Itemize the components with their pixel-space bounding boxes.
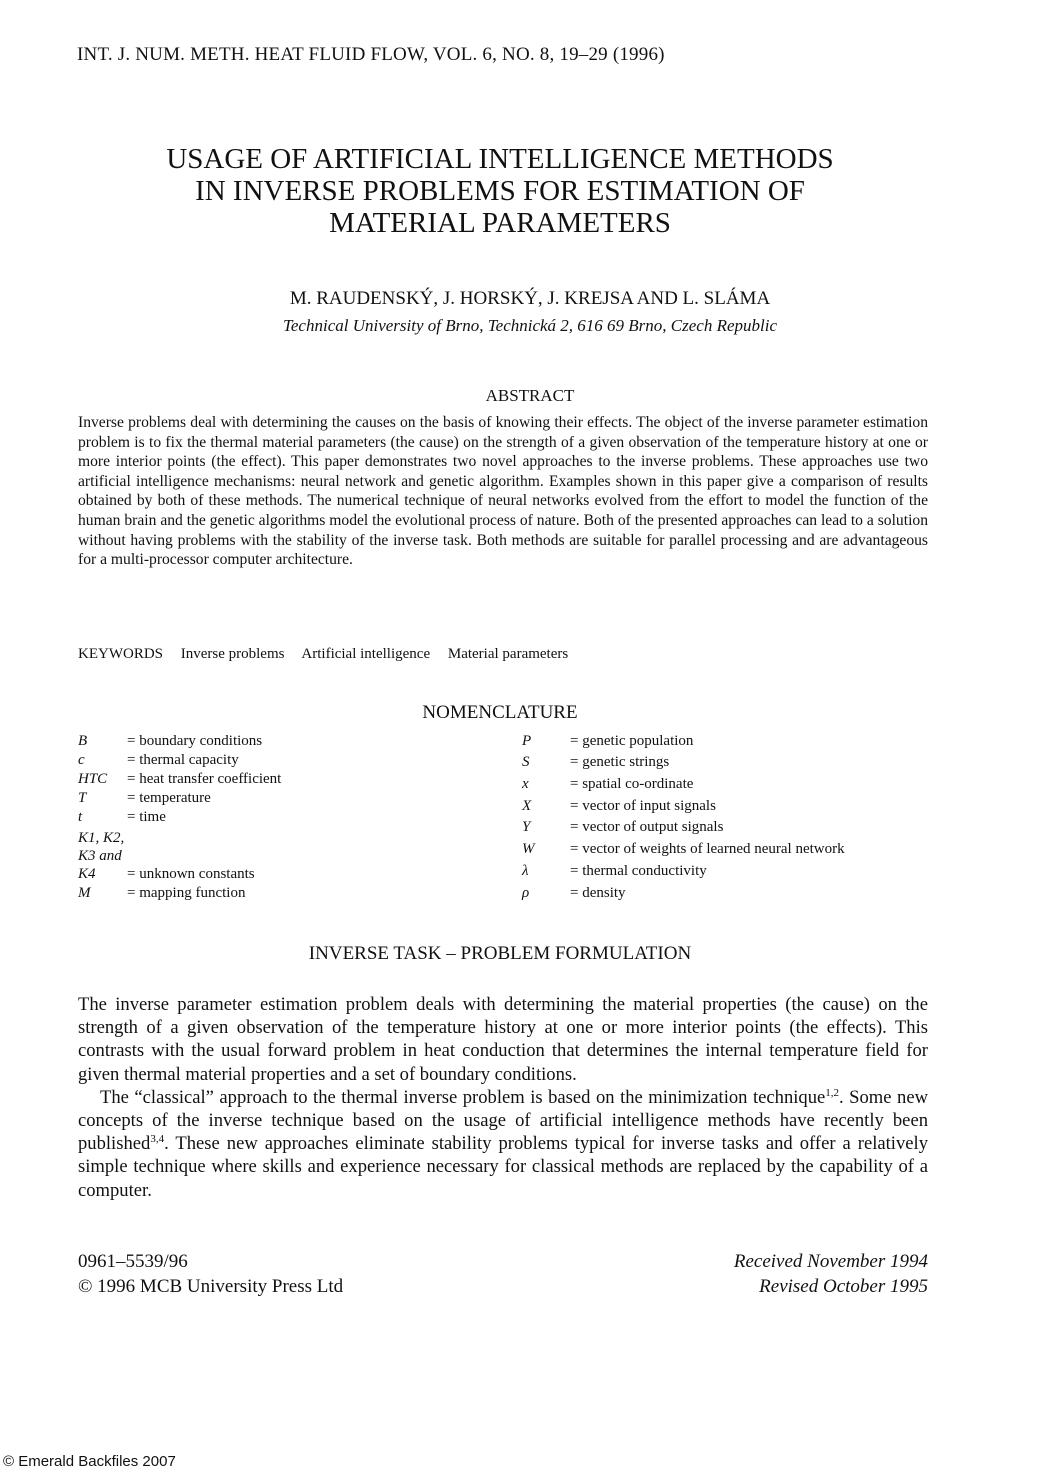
- copyright: © 1996 MCB University Press Ltd: [78, 1276, 344, 1297]
- paper-title: [60, 143, 940, 239]
- received-date: Received November 1994: [733, 1251, 928, 1272]
- abstract-heading: ABSTRACT: [485, 386, 575, 405]
- abstract-text: Inverse problems deal with determining the causes on the basis of knowing their effects. The object of the inverse parameter estimation problem is to fix the thermal material parameters (the cause) on the strength of a given observation of the temperature history at one or more interior points (the effect). This paper demonstrates two novel approaches to the inverse problems. These approaches use two artificial intelligence mechanisms: neural network and genetic algorithm. Examples shown in this paper give a comparison of results obtained by both of these methods. The numerical technique of neural networks evolved from the effort to model the function of the human brain and the genetic algorithms model the evolutional process of nature. Both of the presented approaches can lead to a solution without having problems with the stability of the inverse task. Both methods are suitable for parallel processing and are advantageous for a multi-processor computer architecture.: [78, 414, 928, 569]
- definition: = genetic population: [570, 733, 694, 749]
- definition: = heat transfer coefficient: [127, 771, 282, 787]
- symbol: P: [522, 733, 532, 749]
- symbol: K1, K2,: [78, 830, 125, 846]
- authors: M. RAUDENSKÝ, J. HORSKÝ, J. KREJSA AND L. SLÁMA: [289, 288, 771, 309]
- symbol: λ: [522, 863, 529, 879]
- symbol: T: [78, 790, 87, 806]
- definition: = time: [127, 809, 166, 825]
- nomenclature-right-column: [522, 733, 942, 913]
- section-heading: INVERSE TASK – PROBLEM FORMULATION: [308, 943, 692, 964]
- definition: = vector of weights of learned neural network: [570, 841, 845, 857]
- symbol: K4: [78, 866, 96, 882]
- symbol: S: [522, 754, 530, 770]
- paragraph-text: . These new approaches eliminate stability problems typical for inverse tasks and offer a relatively simple technique where skills and experience necessary for classical methods are replaced by the capability of a computer.: [78, 1133, 928, 1201]
- symbol: ρ: [522, 885, 530, 901]
- symbol: K3 and: [78, 848, 122, 864]
- definition: = vector of input signals: [570, 798, 716, 814]
- symbol: t: [78, 809, 83, 825]
- symbol: x: [522, 776, 529, 792]
- reference-marker: 1,2: [825, 1086, 839, 1099]
- symbol: X: [522, 798, 532, 814]
- definition: = genetic strings: [570, 754, 670, 770]
- definition: = thermal conductivity: [570, 863, 707, 879]
- keyword: Material parameters: [447, 646, 569, 662]
- received-dates: [600, 1249, 928, 1299]
- definition: = mapping function: [127, 885, 246, 901]
- paragraph: [78, 1086, 928, 1202]
- definition: = temperature: [127, 790, 211, 806]
- paragraph-text: . Some new concepts of the inverse technique based on the usage of artificial intelligence methods have recently been published: [78, 1086, 928, 1155]
- body-text: [78, 993, 928, 1202]
- keywords-label: KEYWORDS: [78, 646, 163, 662]
- backfiles-note: © Emerald Backfiles 2007: [3, 1453, 176, 1470]
- revised-date: Revised October 1995: [759, 1276, 928, 1297]
- keywords: [78, 646, 582, 663]
- symbol: M: [78, 885, 91, 901]
- keyword: Inverse problems: [180, 646, 285, 662]
- symbol: B: [78, 733, 88, 749]
- nomenclature-left-column: [78, 733, 408, 913]
- affiliation: Technical University of Brno, Technická 2, 616 69 Brno, Czech Republic: [282, 316, 778, 335]
- title-line: USAGE OF ARTIFICIAL INTELLIGENCE METHODS: [166, 143, 834, 175]
- symbol: Y: [522, 819, 531, 835]
- issn: 0961–5539/96: [78, 1251, 188, 1272]
- symbol: c: [78, 752, 85, 768]
- nomenclature-heading: NOMENCLATURE: [422, 702, 578, 723]
- issn-copyright: [78, 1249, 343, 1299]
- definition: = density: [570, 885, 626, 901]
- title-line: IN INVERSE PROBLEMS FOR ESTIMATION OF: [195, 175, 805, 207]
- paragraph: The inverse parameter estimation problem deals with determining the material properties (the cause) on the strength of a given observation of the temperature history at one or more interior points (the effects). This contrasts with the usual forward problem in heat conduction that determines the internal temperature field for given thermal material properties and a set of boundary conditions.: [78, 994, 928, 1085]
- symbol: W: [522, 841, 535, 857]
- definition: = vector of output signals: [570, 819, 724, 835]
- keyword: Artificial intelligence: [301, 646, 431, 662]
- definition: = unknown constants: [127, 866, 255, 882]
- paragraph-text: The “classical” approach to the thermal inverse problem is based on the minimization technique: [100, 1086, 826, 1108]
- definition: = thermal capacity: [127, 752, 239, 768]
- title-line: MATERIAL PARAMETERS: [329, 207, 671, 239]
- reference-marker: 3,4: [150, 1133, 165, 1146]
- symbol: HTC: [78, 771, 108, 787]
- definition: = boundary conditions: [127, 733, 263, 749]
- definition: = spatial co-ordinate: [570, 776, 694, 792]
- journal-citation: INT. J. NUM. METH. HEAT FLUID FLOW, VOL. 6, NO. 8, 19–29 (1996): [77, 44, 665, 65]
